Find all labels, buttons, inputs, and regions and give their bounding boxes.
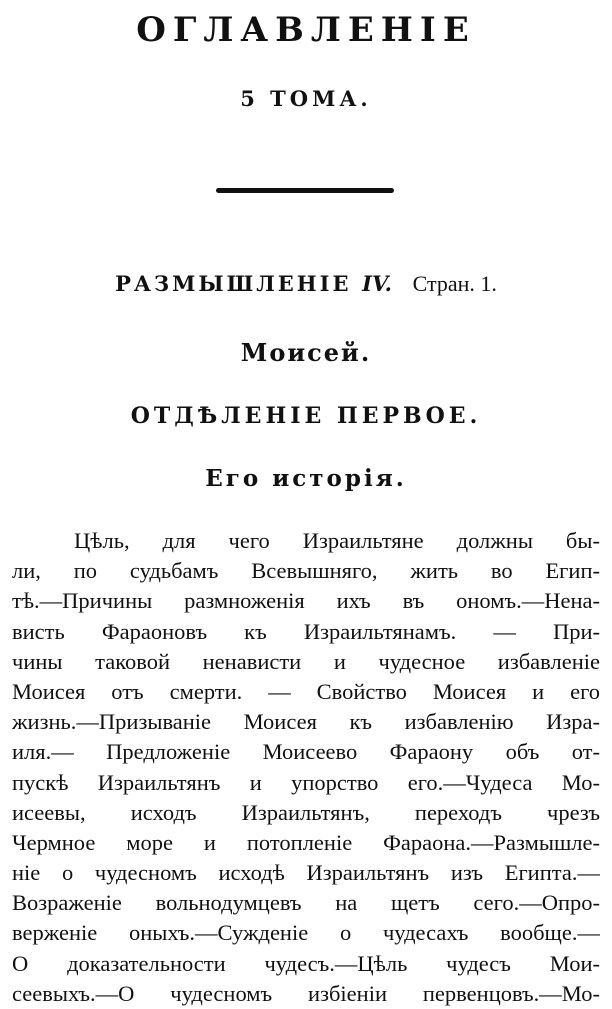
text-line: жизнь.—Призываніе Моисея къ избавленію Изра- (12, 709, 600, 735)
subheading: Его исторія. (205, 465, 407, 492)
body-text (12, 526, 600, 1009)
page-title: ОГЛАВЛЕНІЕ (136, 10, 476, 50)
text-line: ли, по судьбамъ Всевышняго, жить во Егип- (12, 558, 600, 584)
text-line: пускѣ Израильтянъ и упорство его.—Чудеса Мо- (12, 769, 600, 795)
text-line: Моисея отъ смерти. — Свойство Моисея и его (12, 678, 600, 704)
chapter-name: Моисей. (240, 338, 372, 367)
text-line: висть Фараоновъ къ Израильтянамъ. — При- (12, 618, 600, 644)
text-line: верженіе оныхъ.—Сужденіе о чудесахъ вообще.— (12, 920, 600, 946)
text-line: тѣ.—Причины размноженія ихъ въ ономъ.—Нена- (12, 588, 600, 614)
text-line: чины таковой ненависти и чудесное избавленіе (12, 648, 600, 674)
text-line: иля.— Предложеніе Моисеево Фараону объ от- (12, 739, 600, 765)
text-line: Возраженіе вольнодумцевъ на щетъ сего.—Опро- (12, 890, 600, 916)
text-line: ніе о чудесномъ исходѣ Израильтянъ изъ Египта.— (12, 860, 600, 886)
volume-heading: 5 ТОМА. (240, 86, 372, 111)
text-line: исеевы, исходъ Израильтянъ, переходъ чрезъ (12, 799, 600, 825)
text-line: Чермное море и потопленіе Фараона.—Размышле- (12, 829, 600, 855)
page-reference: Стран. 1. (412, 271, 497, 296)
text-line: Цѣль, для чего Израильтяне должны бы- (74, 528, 600, 553)
section-heading (0, 269, 612, 299)
division-heading: ОТДѢЛЕНІЕ ПЕРВОЕ. (130, 403, 482, 429)
decorative-rule (216, 188, 394, 193)
text-line: О доказательности чудесъ.—Цѣль чудесъ Мои- (12, 950, 600, 976)
section-label: РАЗМЫШЛЕНІЕ (115, 271, 352, 296)
section-number: IV. (362, 271, 392, 296)
text-line: сеевыхъ.—О чудесномъ избіеніи первенцовъ.—Мо- (12, 980, 600, 1006)
